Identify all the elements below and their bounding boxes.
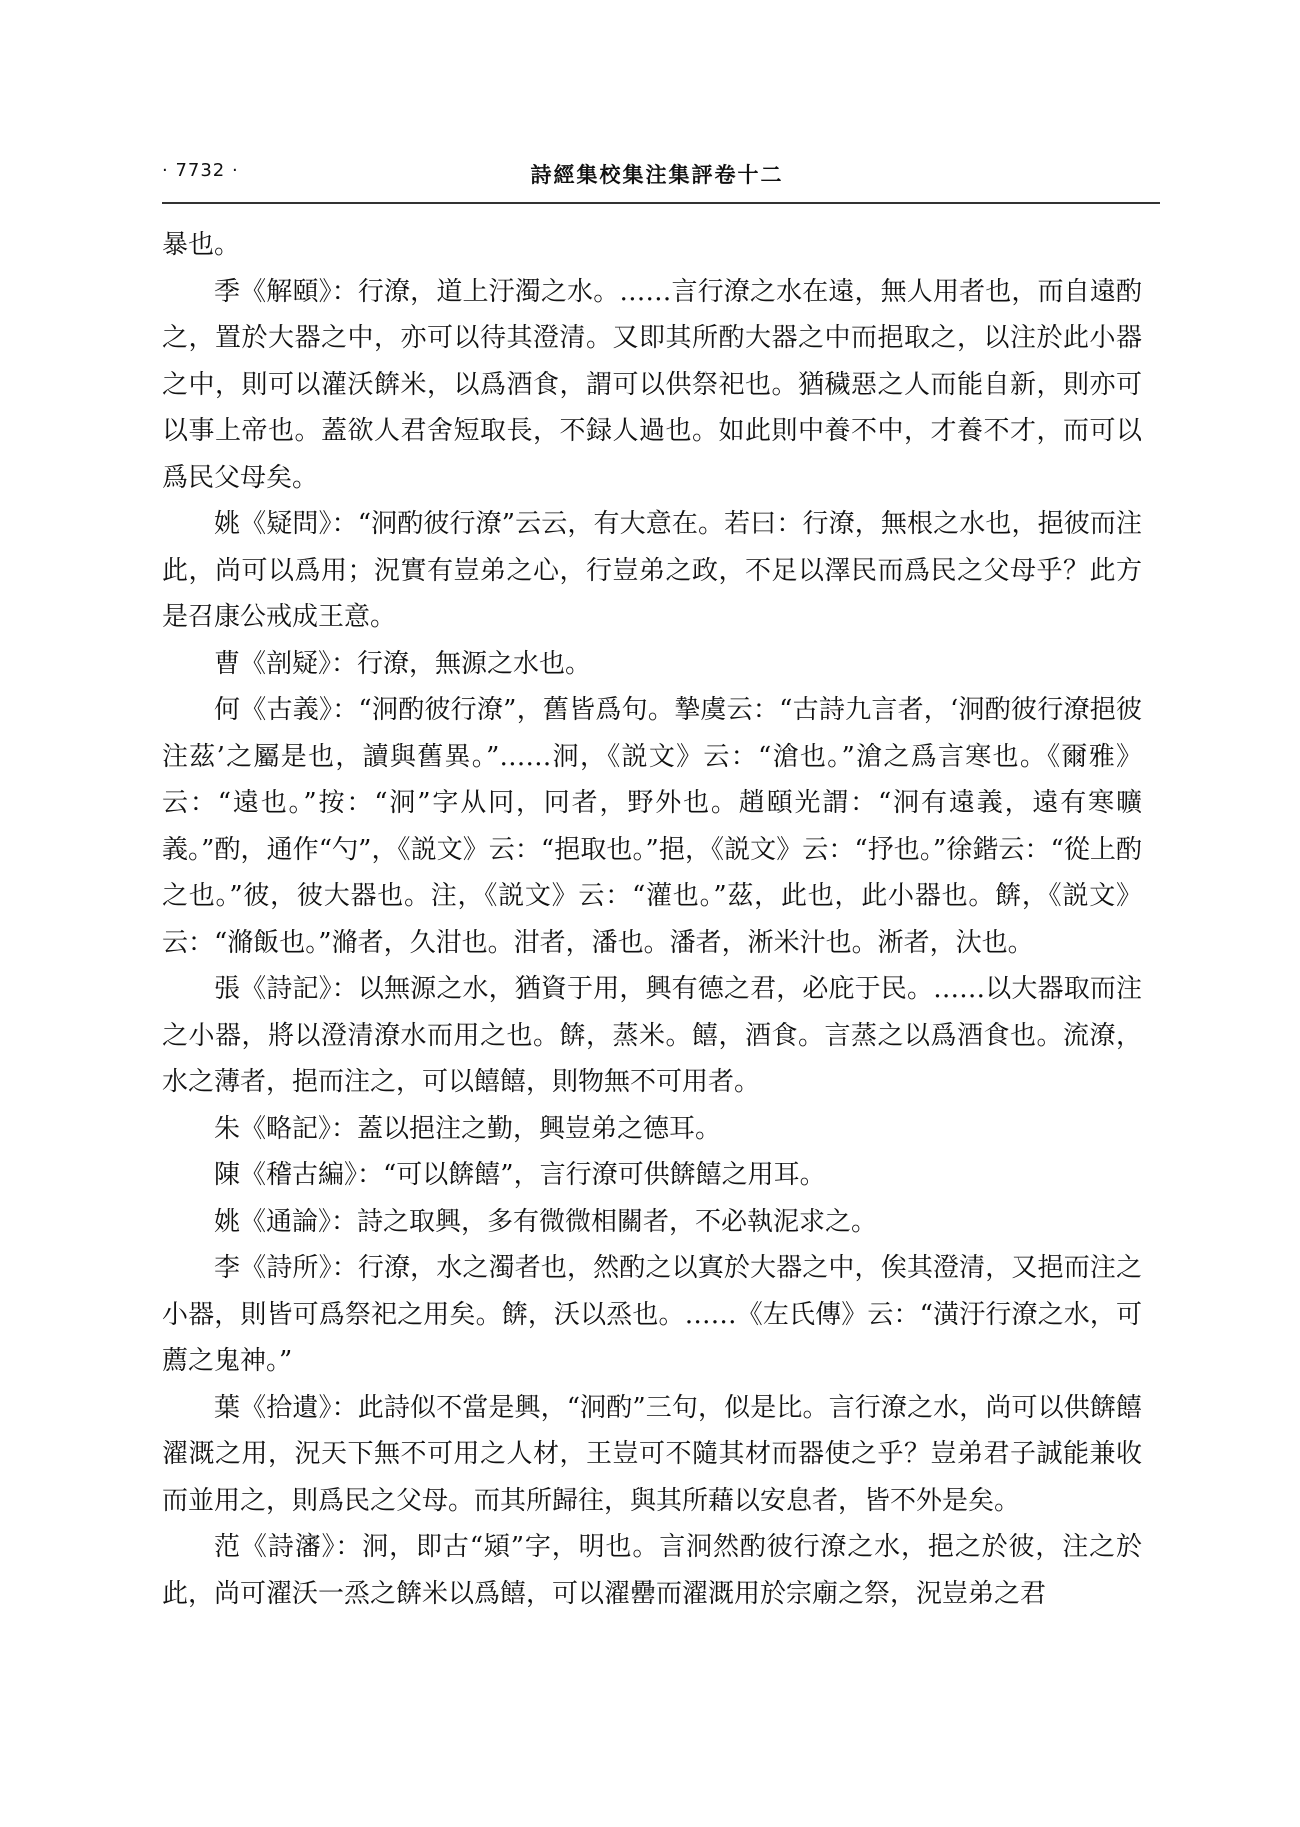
commentary-paragraph: 葉《拾遺》：此詩似不當是興，“泂酌”三句，似是比。言行潦之水，尚可以供餴饎濯溉之用，況天下無不可用之人材，王豈可不隨其材而器使之乎？豈弟君子誠能兼收而並用之，則爲民之父母。而其所歸往，與其所藉以安息者，皆不外是矣。 <box>162 1392 1142 1516</box>
commentary-paragraph: 李《詩所》：行潦，水之濁者也，然酌之以寘於大器之中，俟其澄清，又挹而注之小器，則皆可爲祭祀之用矣。餴，沃以烝也。……《左氏傳》云：“潢汙行潦之水，可薦之鬼神。” <box>162 1253 1142 1376</box>
page-header <box>162 160 1152 194</box>
commentary-paragraph: 陳《稽古編》：“可以餴饎”，言行潦可供餴饎之用耳。 <box>214 1160 826 1190</box>
commentary-paragraph: 曹《剖疑》：行潦，無源之水也。 <box>214 648 592 679</box>
commentary-paragraph: 何《古義》：“泂酌彼行潦”，舊皆爲句。摯虞云：“古詩九言者，‘泂酌彼行潦挹彼注茲’之屬是也，讀與舊異。”……泂，《説文》云：“滄也。”滄之爲言寒也。《爾雅》云：“遠也。”按：“泂”字从冋，冋者，野外也。趙頤光謂：“泂有遠義，遠有寒曠義。”酌，通作“勺”，《説文》云：“挹取也。”挹，《説文》云：“抒也。”徐鍇云：“從上酌之也。”彼，彼大器也。注，《説文》云：“灌也。”茲，此也，此小器也。餴，《説文》云：“滫飯也。”滫者，久泔也。泔者，潘也。潘者，淅米汁也。淅者，汏也。 <box>162 695 1142 958</box>
body-text <box>162 222 1142 1617</box>
commentary-paragraph: 季《解頤》：行潦，道上汙濁之水。……言行潦之水在遠，無人用者也，而自遠酌之，置於大器之中，亦可以待其澄清。又即其所酌大器之中而挹取之，以注於此小器之中，則可以灌沃餴米，以爲酒食，謂可以供祭祀也。猶穢惡之人而能自新，則亦可以事上帝也。蓋欲人君舍短取長，不録人過也。如此則中養不中，才養不才，而可以爲民父母矣。 <box>162 276 1142 493</box>
running-title: 詩經集校集注集評卷十二 <box>530 162 784 187</box>
commentary-paragraph: 張《詩記》：以無源之水，猶資于用，興有德之君，必庇于民。……以大器取而注之小器，將以澄清潦水而用之也。餴，蒸米。饎，酒食。言蒸之以爲酒食也。流潦，水之薄者，挹而注之，可以饎饎，則物無不可用者。 <box>162 974 1142 1097</box>
header-rule <box>162 202 1160 204</box>
page-number: · 7732 · <box>162 160 239 181</box>
commentary-paragraph: 姚《疑問》：“泂酌彼行潦”云云，有大意在。若曰：行潦，無根之水也，挹彼而注此，尚可以爲用；況實有豈弟之心，行豈弟之政，不足以澤民而爲民之父母乎？此方是召康公戒成王意。 <box>162 509 1142 632</box>
commentary-paragraph: 姚《通論》：詩之取興，多有微微相關者，不必執泥求之。 <box>214 1206 878 1237</box>
paragraph-continuation: 暴也。 <box>162 230 241 260</box>
commentary-paragraph: 范《詩瀋》：泂，即古“熲”字，明也。言泂然酌彼行潦之水，挹之於彼，注之於此，尚可濯沃一烝之餴米以爲饎，可以濯罍而濯溉用於宗廟之祭，況豈弟之君 <box>162 1532 1142 1609</box>
commentary-paragraph: 朱《略記》：蓋以挹注之勤，興豈弟之德耳。 <box>214 1113 722 1144</box>
